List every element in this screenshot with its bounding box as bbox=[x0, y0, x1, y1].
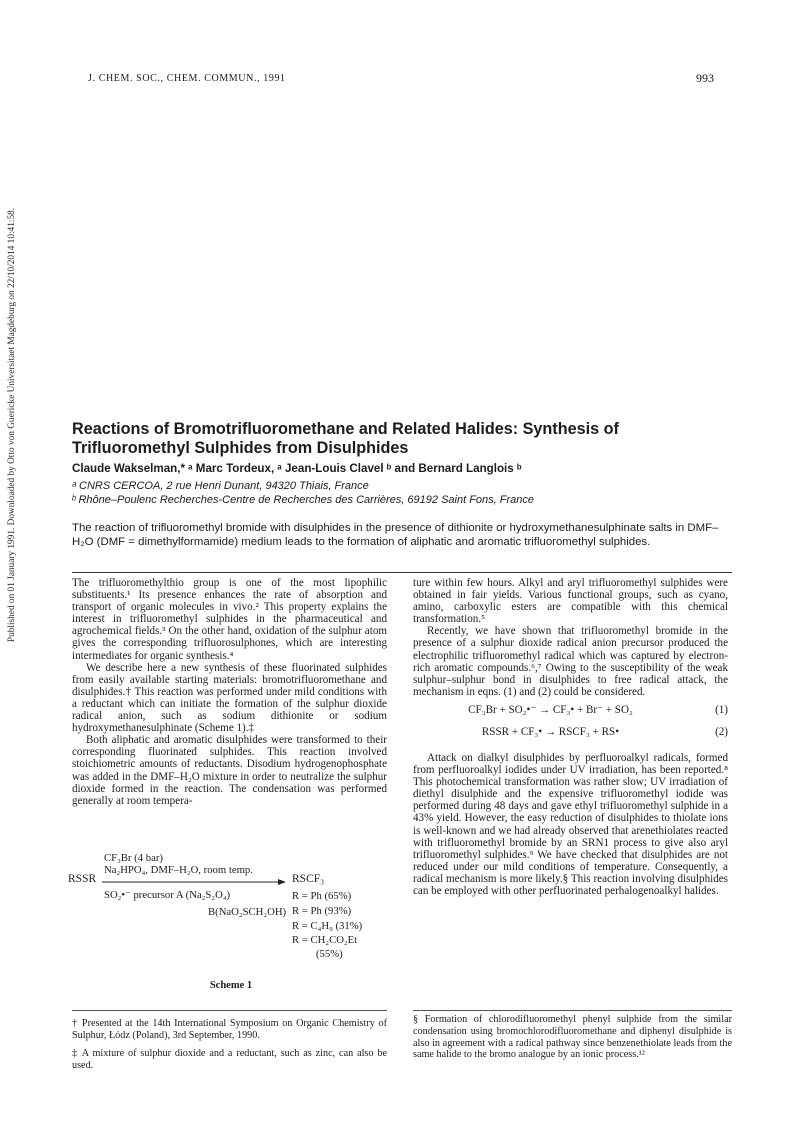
scheme-product: RSCF₃ bbox=[292, 873, 325, 885]
scheme-condition-2: Na₂HPO₄, DMF–H₂O, room temp. bbox=[104, 864, 253, 876]
scheme-caption: Scheme 1 bbox=[209, 980, 253, 991]
scheme-reactant: RSSR bbox=[68, 873, 97, 885]
affiliation-b: ᵇ Rhône–Poulenc Recherches-Centre de Recherches des Carrières, 69192 Saint Fons, France bbox=[72, 494, 535, 506]
equation-number: (2) bbox=[715, 725, 728, 738]
footnote-mixture: ‡ A mixture of sulphur dioxide and a reductant, such as zinc, can also be used. bbox=[72, 1048, 387, 1071]
author-list: Claude Wakselman,* ᵃ Marc Tordeux, ᵃ Jean-Louis Clavel ᵇ and Bernard Langlois ᵇ bbox=[72, 462, 522, 475]
abstract-divider bbox=[72, 572, 732, 573]
page-number: 993 bbox=[696, 71, 714, 85]
scheme-result: R = C₄H₉ (31%) bbox=[292, 920, 363, 932]
equation-text: CF₃Br + SO₂•⁻ → CF₃• + Br⁻ + SO₂ bbox=[468, 703, 633, 716]
paragraph-disulphides: Both aliphatic and aromatic disulphides were transformed to their corresponding fluorinated sulphides. This reaction involved stoichiometric amounts of reductants. Disodium hydrogenophosphate was added in the DMF–H₂O mixture in order to neutralize the sulphur dioxide formed in the reaction. The condensation was performed generally at room tempera- bbox=[72, 734, 387, 807]
footnote-divider-left bbox=[72, 1010, 387, 1011]
scheme-result: R = Ph (93%) bbox=[292, 905, 352, 917]
reaction-arrow bbox=[102, 877, 286, 887]
article-title: Reactions of Bromotrifluoromethane and Related Halides: Synthesis of Trifluoromethyl Sulphides from Disulphides bbox=[72, 420, 619, 457]
equation-number: (1) bbox=[715, 703, 728, 716]
paragraph-mechanism: Recently, we have shown that trifluoromethyl bromide in the presence of a sulphur dioxide radical anion precursor produced the electrophilic trifluoromethyl radical which was captured by electron-rich aromatic compounds.⁶,⁷ Owing to the susceptibility of the weak sulphur–sulphur bond in disulphides to free radical attack, the mechanism in eqns. (1) and (2) could be considered. bbox=[413, 625, 728, 698]
paragraph-synthesis: We describe here a new synthesis of these fluorinated sulphides from easily available starting materials: bromotrifluoromethane and disulphides.† This reaction was performed under mild conditions with a reductant which can initiate the formation of the sulphur dioxide radical anion, such as sodium dithionite or sodium hydroxymethanesulphinate (Scheme 1).‡ bbox=[72, 661, 387, 735]
scheme-1 bbox=[68, 852, 388, 982]
scheme-result: R = Ph (65%) bbox=[292, 890, 352, 902]
affiliation-a: ᵃ CNRS CERCOA, 2 rue Henri Dunant, 94320 Thiais, France bbox=[72, 480, 369, 492]
scheme-result: (55%) bbox=[316, 948, 343, 960]
equation-1 bbox=[413, 704, 728, 722]
paragraph-intro: The trifluoromethylthio group is one of the most lipophilic substituents.¹ Its presence enhances the rate of absorption and transport of organic molecules in vivo.² This property explains the interest in trifluoromethyl sulphides in the pharmaceutical and agrochemical fields.³ On the other hand, oxidation of the sulphur atom gives the corresponding trifluorosulphones, which are interesting intermediates for organic synthesis.⁴ bbox=[72, 577, 387, 662]
paragraph-attack: Attack on dialkyl disulphides by perfluoroalkyl radicals, formed from perfluoroalkyl iodides under UV irradiation, has been reported.⁸ This photochemical transformation was rather slow; UV irradiation of diethyl disulphide and the expensive trifluoromethyl iodide was performed during 48 days and gave ethyl trifluoromethyl sulphide in a 43% yield. However, the easy reduction of disulphides to thiolate ions is well-known and we had already observed that arenethiolates reacted with trifluoromethyl bromide by an SRN1 process to give also aryl trifluoromethyl sulphides.⁹ We have checked that disulphides are not reduced under our mild conditions of temperature. Consequently, a radical mechanism is more likely.§ This reaction involving disulphides can be employed with other perfluorinated perhalogenoalkyl halides. bbox=[413, 751, 728, 897]
scheme-reductant-b: B(NaO₂SCH₂OH) bbox=[208, 906, 287, 918]
footnote-divider-right bbox=[413, 1010, 732, 1011]
journal-header: J. CHEM. SOC., CHEM. COMMUN., 1991 bbox=[88, 73, 286, 84]
download-watermark: Published on 01 January 1991. Downloaded by Otto von Guericke Universitaet Magdeburg on 22/10/2014 10:41:58. bbox=[7, 207, 17, 643]
right-column bbox=[413, 577, 728, 897]
paragraph-continuation: ture within few hours. Alkyl and aryl trifluoromethyl sulphides were obtained in fair yields. Various functional groups, such as cyano, amino, carboxylic esters are compatible with this chemical transformation.⁵ bbox=[413, 577, 728, 626]
abstract: The reaction of trifluoromethyl bromide with disulphides in the presence of dithionite or hydroxymethanesulphinate salts in DMF–H₂O (DMF = dimethylformamide) medium leads to the formation of aliphatic and aromatic trifluoromethyl sulphides. bbox=[72, 522, 719, 548]
equation-text: RSSR + CF₃• → RSCF₃ + RS• bbox=[481, 725, 620, 738]
scheme-result: R = CH₂CO₂Et bbox=[292, 934, 358, 946]
scheme-condition-1: CF₃Br (4 bar) bbox=[104, 852, 163, 864]
footnote-presented: † Presented at the 14th International Symposium on Organic Chemistry of Sulphur, Łódz (Poland), 3rd September, 1990. bbox=[72, 1018, 387, 1041]
scheme-reductant-a: SO₂•⁻ precursor A (Na₂S₂O₄) bbox=[104, 889, 231, 901]
footnote-formation: § Formation of chlorodifluoromethyl phenyl sulphide from the similar condensation using bromochlorodifluoromethane and diphenyl disulphide is also in agreement with a radical pathway since benzenethiolate leads from the same halide to the bromo analogue by an ionic process.¹² bbox=[413, 1014, 732, 1061]
left-column bbox=[72, 577, 387, 807]
equation-2 bbox=[413, 726, 728, 744]
